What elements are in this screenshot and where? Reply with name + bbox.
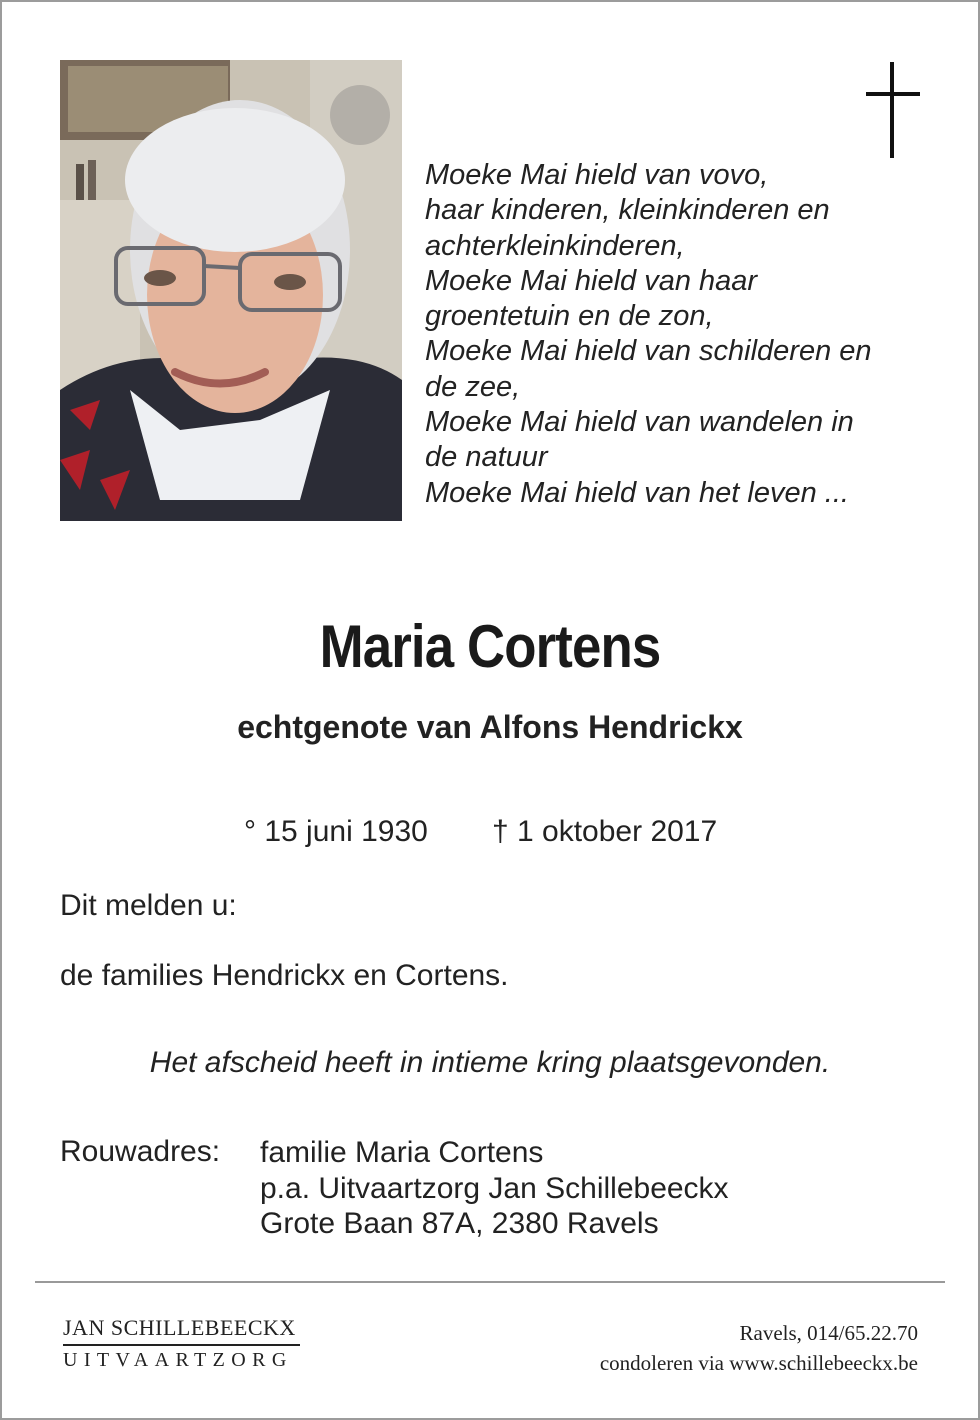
poem bbox=[425, 158, 945, 511]
portrait-photo-icon bbox=[60, 60, 402, 521]
address-line: p.a. Uitvaartzorg Jan Schillebeeckx bbox=[260, 1171, 729, 1205]
birth-date: ° 15 juni 1930 bbox=[244, 815, 428, 848]
cross-icon bbox=[864, 60, 922, 160]
poem-line: Moeke Mai hield van wandelen in bbox=[425, 406, 854, 439]
contact-website: condoleren via www.schillebeeckx.be bbox=[599, 1351, 918, 1375]
poem-line: achterkleinkinderen, bbox=[425, 229, 685, 262]
funeral-home-logo bbox=[63, 1315, 300, 1372]
poem-line: haar kinderen, kleinkinderen en bbox=[425, 194, 830, 227]
address-line: familie Maria Cortens bbox=[260, 1136, 544, 1169]
poem-line: Moeke Mai hield van vovo, bbox=[425, 159, 769, 191]
farewell-line: Het afscheid heeft in intieme kring plaatsgevonden. bbox=[149, 1046, 831, 1079]
deceased-name: Maria Cortens bbox=[319, 613, 661, 680]
poem-line: de natuur bbox=[425, 441, 548, 474]
address-label: Rouwadres: bbox=[60, 1135, 221, 1168]
poem-line: Moeke Mai hield van het leven ... bbox=[425, 476, 849, 509]
poem-line: de zee, bbox=[425, 370, 521, 403]
contact-phone: Ravels, 014/65.22.70 bbox=[739, 1321, 918, 1345]
address-block bbox=[260, 1135, 729, 1242]
contact-info bbox=[600, 1318, 918, 1378]
logo-name: JAN SCHILLEBEECKX bbox=[63, 1315, 296, 1340]
poem-line: Moeke Mai hield van schilderen en bbox=[425, 335, 872, 368]
announce-intro: Dit melden u: bbox=[60, 889, 237, 922]
families-line: de families Hendrickx en Cortens. bbox=[60, 959, 509, 992]
poem-line: Moeke Mai hield van haar bbox=[425, 264, 758, 297]
logo-divider bbox=[63, 1344, 300, 1346]
spouse-line: echtgenote van Alfons Hendrickx bbox=[237, 709, 743, 745]
footer-divider bbox=[35, 1281, 945, 1283]
address-line: Grote Baan 87A, 2380 Ravels bbox=[260, 1207, 659, 1240]
death-date: † 1 oktober 2017 bbox=[492, 815, 718, 848]
poem-line: groentetuin en de zon, bbox=[425, 300, 714, 333]
logo-subtitle: UITVAARTZORG bbox=[63, 1348, 293, 1371]
